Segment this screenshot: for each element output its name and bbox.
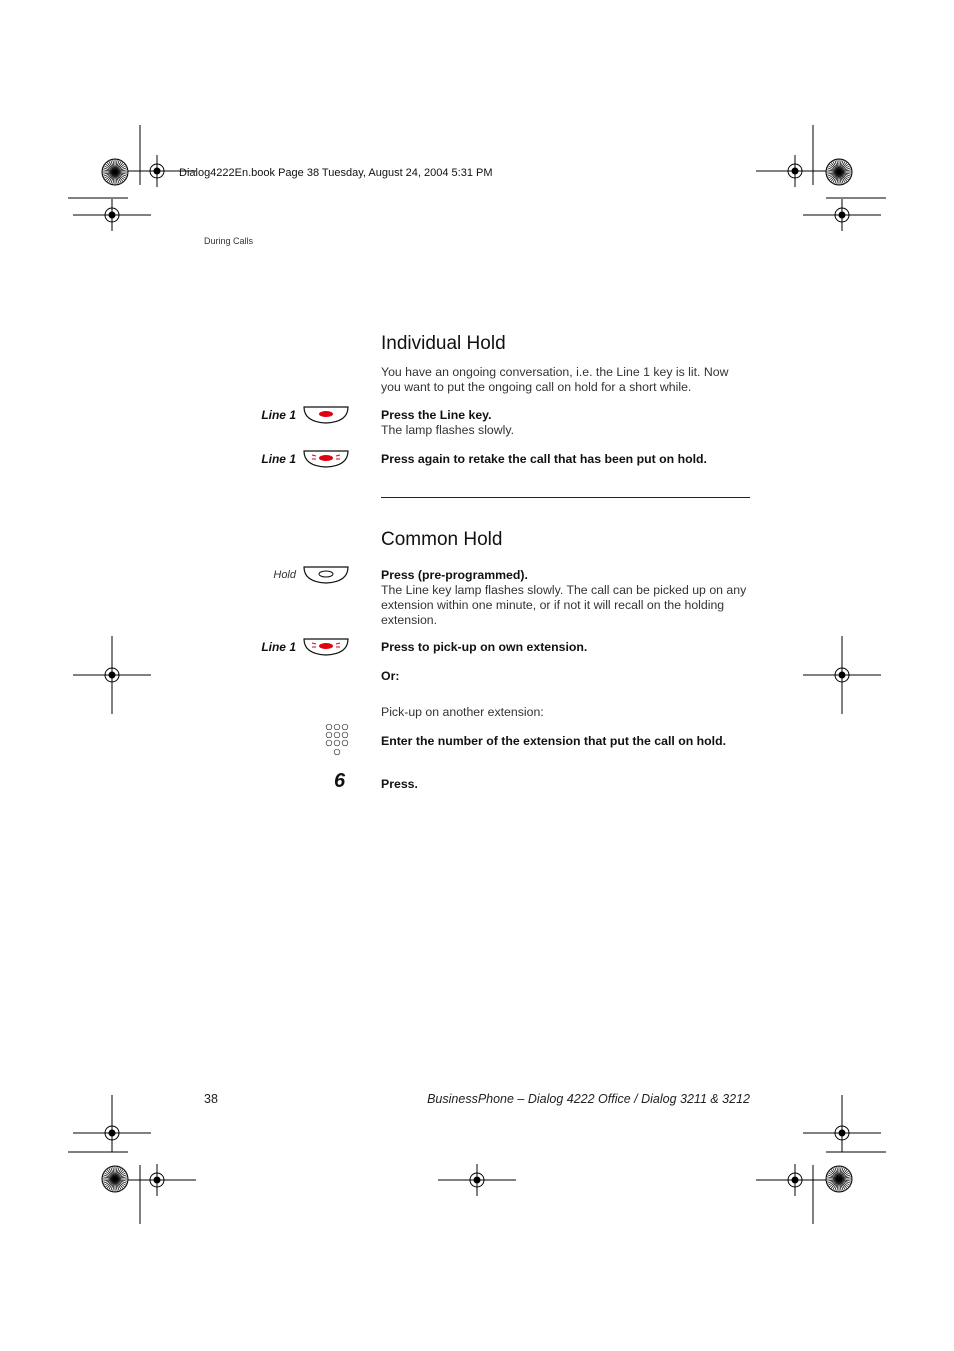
step-press-line-key: Press the Line key. bbox=[381, 408, 492, 422]
registration-target-icon bbox=[803, 199, 881, 231]
step-press: Press. bbox=[381, 777, 418, 791]
registration-target-icon bbox=[73, 659, 151, 691]
registration-target-icon bbox=[803, 1117, 881, 1149]
star-wheel-icon bbox=[102, 1166, 128, 1192]
hold-key-label: Hold bbox=[273, 569, 296, 581]
individual-hold-title: Individual Hold bbox=[381, 333, 506, 354]
registration-target-icon bbox=[118, 1164, 196, 1196]
line1-key-flashing-icon bbox=[302, 637, 350, 657]
step-pickup-own: Press to pick-up on own extension. bbox=[381, 640, 588, 654]
line1-key-label: Line 1 bbox=[261, 452, 296, 466]
alt-pickup-intro: Pick-up on another extension: bbox=[381, 705, 544, 719]
step-press-preprogrammed: Press (pre-programmed). bbox=[381, 568, 528, 582]
line1-key-label: Line 1 bbox=[261, 640, 296, 654]
registration-target-icon bbox=[438, 1164, 516, 1196]
step-note-pickup-any: The Line key lamp flashes slowly. The call can be picked up on any extension within one minute, or if not it will recall on the holding extension. bbox=[381, 583, 747, 627]
registration-target-icon bbox=[803, 659, 881, 691]
star-wheel-icon bbox=[826, 1166, 852, 1192]
line1-key-label: Line 1 bbox=[261, 408, 296, 422]
registration-target-icon bbox=[756, 155, 834, 187]
key-6-symbol: 6 bbox=[334, 770, 346, 792]
footer-product-title: BusinessPhone – Dialog 4222 Office / Dialog 3211 & 3212 bbox=[427, 1092, 750, 1106]
registration-target-icon bbox=[756, 1164, 834, 1196]
section-divider bbox=[381, 497, 750, 498]
print-header: Dialog4222En.book Page 38 Tuesday, August 24, 2004 5:31 PM bbox=[179, 167, 493, 179]
keypad-icon bbox=[324, 722, 352, 758]
step-enter-extension: Enter the number of the extension that put the call on hold. bbox=[381, 734, 727, 748]
common-hold-title: Common Hold bbox=[381, 529, 503, 550]
hold-key-icon bbox=[302, 565, 350, 585]
page-number: 38 bbox=[204, 1092, 218, 1106]
star-wheel-icon bbox=[102, 159, 128, 185]
line1-key-lit-icon bbox=[302, 405, 350, 425]
step-note-lamp-flashes: The lamp flashes slowly. bbox=[381, 423, 515, 437]
registration-target-icon bbox=[73, 1117, 151, 1149]
section-label: During Calls bbox=[204, 236, 254, 246]
individual-hold-intro: You have an ongoing conversation, i.e. the Line 1 key is lit. Now you want to put the ongoing call on hold for a short while. bbox=[381, 365, 729, 394]
step-retake-call: Press again to retake the call that has been put on hold. bbox=[381, 452, 707, 466]
or-label: Or: bbox=[381, 669, 400, 683]
star-wheel-icon bbox=[826, 159, 852, 185]
registration-target-icon bbox=[73, 199, 151, 231]
line1-key-flashing-icon bbox=[302, 449, 350, 469]
